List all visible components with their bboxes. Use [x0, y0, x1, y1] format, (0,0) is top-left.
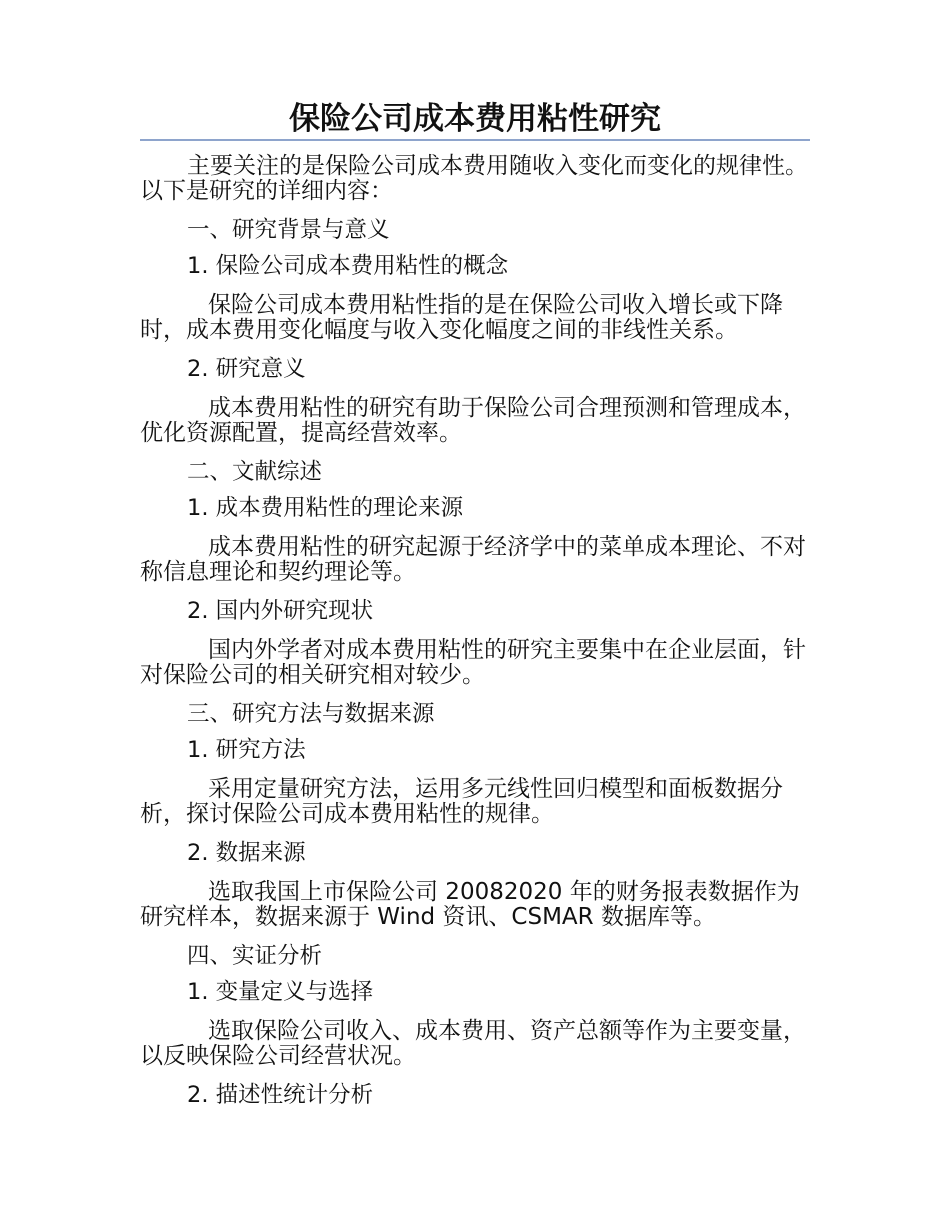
subsection-text-1-1: 保险公司成本费用粘性指的是在保险公司收入增长或下降时，成本费用变化幅度与收入变化幅度之间的非线性关系。: [140, 292, 783, 343]
document-title: 保险公司成本费用粘性研究: [289, 101, 661, 137]
section-heading-1: 一、研究背景与意义: [187, 217, 390, 243]
subsection-heading-2-2: 2. 国内外研究现状: [187, 598, 374, 624]
subsection-heading-1-2: 2. 研究意义: [187, 356, 306, 382]
section-heading-2: 二、文献综述: [187, 459, 323, 485]
title-underline: [140, 139, 810, 141]
section-heading-3: 三、研究方法与数据来源: [187, 701, 435, 727]
subsection-text-2-1: 成本费用粘性的研究起源于经济学中的菜单成本理论、不对称信息理论和契约理论等。: [140, 534, 806, 585]
subsection-heading-1-1: 1. 保险公司成本费用粘性的概念: [187, 253, 509, 279]
subsection-heading-4-2: 2. 描述性统计分析: [187, 1082, 374, 1108]
subsection-text-2-2: 国内外学者对成本费用粘性的研究主要集中在企业层面，针对保险公司的相关研究相对较少。: [140, 637, 806, 688]
subsection-text-3-1: 采用定量研究方法，运用多元线性回归模型和面板数据分析，探讨保险公司成本费用粘性的规律。: [140, 776, 783, 827]
subsection-heading-3-2: 2. 数据来源: [187, 840, 306, 866]
subsection-text-1-2: 成本费用粘性的研究有助于保险公司合理预测和管理成本，优化资源配置，提高经营效率。: [140, 395, 806, 446]
subsection-heading-4-1: 1. 变量定义与选择: [187, 979, 374, 1005]
subsection-text-4-1: 选取保险公司收入、成本费用、资产总额等作为主要变量，以反映保险公司经营状况。: [140, 1018, 806, 1069]
document-body: [140, 154, 810, 1108]
section-heading-4: 四、实证分析: [187, 943, 323, 969]
subsection-heading-3-1: 1. 研究方法: [187, 737, 306, 763]
intro-paragraph: 主要关注的是保险公司成本费用随收入变化而变化的规律性。以下是研究的详细内容：: [140, 153, 808, 204]
subsection-heading-2-1: 1. 成本费用粘性的理论来源: [187, 495, 464, 521]
subsection-text-3-2: 选取我国上市保险公司 20082020 年的财务报表数据作为研究样本，数据来源于 Wind 资讯、CSMAR 数据库等。: [140, 879, 800, 930]
